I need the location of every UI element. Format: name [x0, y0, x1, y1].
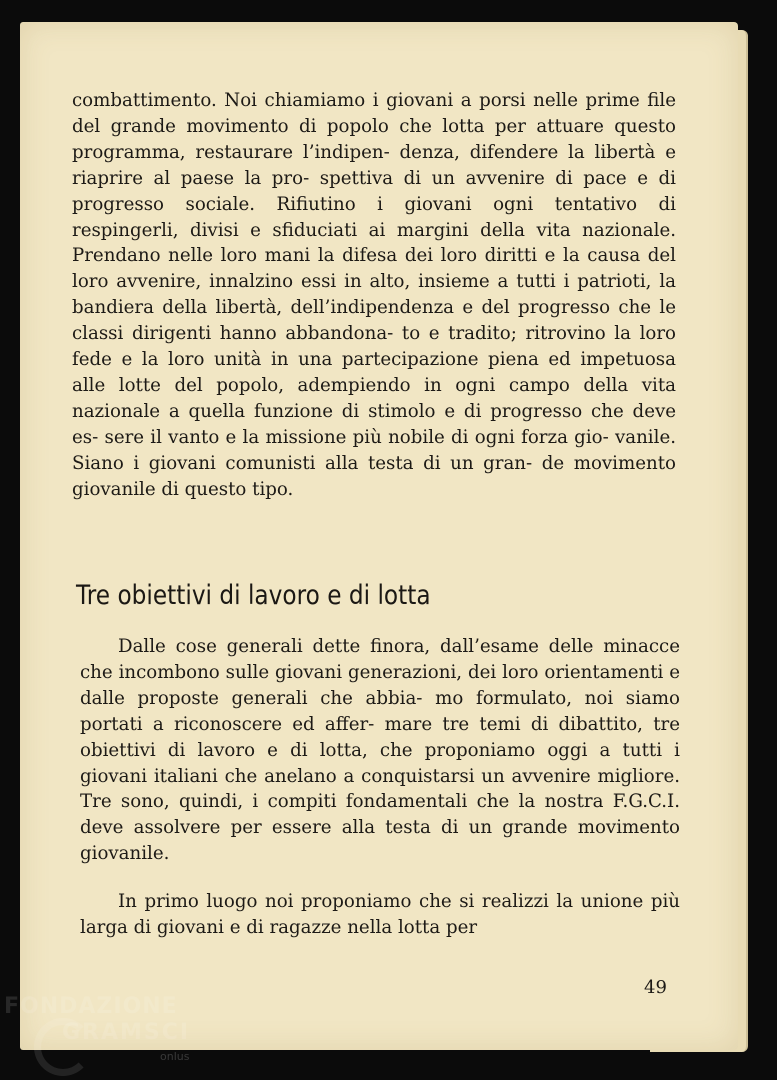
book-page	[20, 22, 738, 1050]
watermark-line-2: GRAMSCI	[62, 1020, 191, 1045]
watermark-line-1: FONDAZIONE	[4, 994, 178, 1019]
paragraph-intro: Dalle cose generali dette finora, dall’esame delle minacce che incombono sulle giovani generazioni, dei loro orientamenti e dalle proposte generali che abbia- mo formulato, noi siamo portati a riconoscere ed affer- mare tre temi di dibattito, tre obiettivi di lavoro e di lotta, che proponiamo oggi a tutti i giovani italiani che anelano a conquistarsi un avvenire migliore. Tre sono, quindi, i compiti fondamentali che la nostra F.G.C.I. deve assolvere per essere alla testa di un grande movimento giovanile.	[80, 636, 680, 865]
section-heading: Tre obiettivi di lavoro e di lotta	[76, 580, 431, 611]
watermark-logo	[4, 994, 204, 1074]
paragraph-continuation: combattimento. Noi chiamiamo i giovani a porsi nelle prime file del grande movimento di popolo che lotta per attuare questo programma, restaurare l’indipen- denza, difendere la libertà e riaprire al paese la pro- spettiva di un avvenire di pace e di progresso sociale. Rifiutino i giovani ogni tentativo di respingerli, divisi e sfiduciati ai margini della vita nazionale. Prendano nelle loro mani la difesa dei loro diritti e la causa del loro avvenire, innalzino essi in alto, insieme a tutti i patrioti, la bandiera della libertà, dell’indipendenza e del progresso che le classi dirigenti hanno abbandona- to e tradito; ritrovino la loro fede e la loro unità in una partecipazione piena ed impetuosa alle lotte del popolo, adempiendo in ogni campo della vita nazionale a quella funzione di stimolo e di progresso che deve es- sere il vanto e la missione più nobile di ogni forza gio- vanile. Siano i giovani comunisti alla testa di un gran- de movimento giovanile di questo tipo.	[72, 90, 676, 500]
paragraph-first-point: In primo luogo noi proponiamo che si realizzi la unione più larga di giovani e di ragazze nella lotta per	[80, 891, 680, 938]
watermark-line-3: onlus	[160, 1050, 190, 1063]
page-number: 49	[644, 977, 667, 998]
